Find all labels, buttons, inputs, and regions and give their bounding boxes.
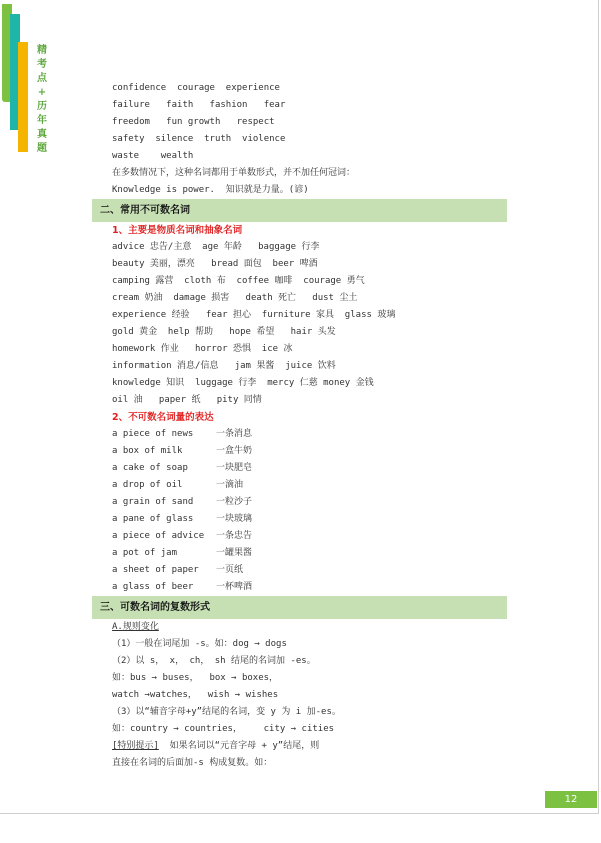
phrase-en: a box of milk (112, 446, 183, 456)
text-line: information 消息/信息 jam 果酱 juice 饮料 (112, 361, 336, 371)
phrase-en: a sheet of paper (112, 565, 199, 575)
side-char: 考 (37, 59, 47, 70)
phrase-zh: 一条忠告 (216, 531, 253, 541)
phrase-row (112, 579, 508, 596)
text-line: gold 黄金 help 帮助 hope 希望 hair 头发 (112, 327, 336, 337)
page-number: 12 (545, 791, 597, 808)
side-char: 点 (37, 73, 47, 84)
phrase-row (112, 443, 508, 460)
text-line: advice 忠告/主意 age 年龄 baggage 行李 (112, 242, 320, 252)
phrase-zh: 一粒沙子 (216, 497, 253, 507)
phrase-zh: 一块肥皂 (216, 463, 253, 473)
text-line: （2）以 s， x， ch， sh 结尾的名词加 -es。 (112, 656, 316, 666)
text-line: waste wealth (112, 151, 194, 161)
tip-label: [特别提示] (112, 741, 159, 751)
phrase-en: a pane of glass (112, 514, 194, 524)
section-heading: 三、可数名词的复数形式 (92, 596, 507, 619)
phrase-zh: 一条消息 (216, 429, 253, 439)
phrase-en: a cake of soap (112, 463, 188, 473)
subheading: A.规则变化 (112, 622, 159, 632)
text-line: camping 露营 cloth 布 coffee 咖啡 courage 勇气 (112, 276, 365, 286)
tip-line (112, 738, 508, 755)
text-line: watch →watches， wish → wishes (112, 690, 279, 700)
side-char: + (37, 87, 47, 98)
subheading: 2、不可数名词量的表达 (112, 412, 214, 423)
text-line: 如：country → countries， city → cities (112, 724, 335, 734)
phrase-en: a grain of sand (112, 497, 194, 507)
phrase-row (112, 562, 508, 579)
phrase-zh: 一块玻璃 (216, 514, 253, 524)
phrase-zh: 一盒牛奶 (216, 446, 253, 456)
text-line: homework 作业 horror 恐惧 ice 冰 (112, 344, 293, 354)
text-line: experience 经验 fear 担心 furniture 家具 glass 玻璃 (112, 310, 396, 320)
text-line: （1）一般在词尾加 -s。如：dog → dogs (112, 639, 287, 649)
tip-text: 如果名词以“元音字母 + y”结尾，则 (158, 741, 320, 751)
text-line: confidence courage experience (112, 83, 280, 93)
text-line: 如：bus → buses， box → boxes， (112, 673, 279, 683)
phrase-en: a piece of advice (112, 531, 205, 541)
phrase-en: a glass of beer (112, 582, 194, 592)
text-line: 直接在名词的后面加-s 构成复数。如： (112, 758, 273, 768)
phrase-zh: 一罐果酱 (216, 548, 253, 558)
phrase-en: a drop of oil (112, 480, 183, 490)
text-line: safety silence truth violence (112, 134, 286, 144)
text-line: Knowledge is power. 知识就是力量。(谚) (112, 185, 309, 195)
text-line: knowledge 知识 luggage 行李 mercy 仁慈 money 金钱 (112, 378, 374, 388)
phrase-row (112, 511, 508, 528)
document-body (100, 80, 508, 772)
phrase-en: a piece of news (112, 429, 194, 439)
side-title (35, 44, 49, 156)
text-line: beauty 美丽，漂亮 bread 面包 beer 啤酒 (112, 259, 318, 269)
phrase-row (112, 460, 508, 477)
text-line: freedom fun growth respect (112, 117, 275, 127)
decor-bar-yellow (18, 42, 28, 152)
text-line: oil 油 paper 纸 pity 同情 (112, 395, 262, 405)
phrase-row (112, 494, 508, 511)
side-char: 题 (37, 143, 47, 154)
phrase-en: a pot of jam (112, 548, 178, 558)
phrase-zh: 一页纸 (216, 565, 244, 575)
text-line: （3）以“辅音字母+y”结尾的名词，变 y 为 i 加-es。 (112, 707, 341, 717)
text-line: 在多数情况下，这种名词都用于单数形式，并不加任何冠词： (112, 168, 356, 178)
phrase-zh: 一滴油 (216, 480, 244, 490)
side-char: 历 (37, 101, 47, 112)
phrase-row (112, 528, 508, 545)
section-heading: 二、常用不可数名词 (92, 199, 507, 222)
phrase-row (112, 545, 508, 562)
side-char: 真 (37, 129, 47, 140)
subheading: 1、主要是物质名词和抽象名词 (112, 225, 243, 236)
side-char: 精 (37, 45, 47, 56)
phrase-row (112, 477, 508, 494)
phrase-zh: 一杯啤酒 (216, 582, 253, 592)
text-line: cream 奶油 damage 损害 death 死亡 dust 尘土 (112, 293, 358, 303)
phrase-row (112, 426, 508, 443)
text-line: failure faith fashion fear (112, 100, 286, 110)
side-char: 年 (37, 115, 47, 126)
